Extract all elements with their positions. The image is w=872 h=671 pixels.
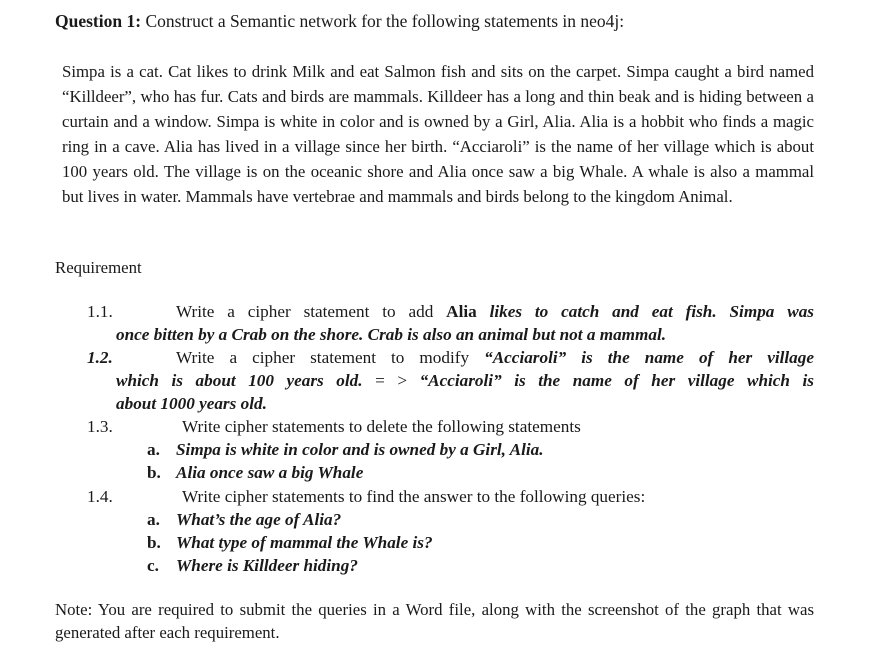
requirement-1-4	[87, 485, 814, 508]
new-statement: “Acciaroli” is the name of her village which is	[419, 371, 814, 390]
requirement-number: 1.3.	[87, 417, 113, 436]
story-paragraph: Simpa is a cat. Cat likes to drink Milk and eat Salmon fish and sits on the carpet. Simpa caught a bird named “Killdeer”, who has fur. Cats and birds are mammals. Killdeer has a long and thin beak and is hiding between a curtain and a window. Simpa is white in color and is owned by a Girl, Alia. Alia is a hobbit who finds a magic ring in a cave. Alia has lived in a village since her birth. “Acciaroli” is the name of her village which is about 100 years old. The village is on the oceanic shore and Alia once saw a big Whale. A whale is also a mammal but lives in water. Mammals have vertebrae and mammals and birds belong to the kingdom Animal.	[62, 62, 814, 206]
list-item-text: Alia once saw a big Whale	[176, 463, 364, 482]
requirement-lead: Write a cipher statement to add	[176, 302, 447, 321]
requirement-statement: likes to catch and eat fish. Simpa was	[476, 302, 814, 321]
list-marker: a.	[147, 510, 160, 529]
new-statement-continued: about 1000 years old.	[116, 394, 267, 413]
requirement-number: 1.4.	[87, 487, 113, 506]
requirement-line	[176, 346, 814, 369]
old-statement-continued: which is about 100 years old.	[116, 371, 363, 390]
requirement-line	[176, 300, 814, 323]
list-marker: a.	[147, 440, 160, 459]
requirement-statement-continued: once bitten by a Crab on the shore. Crab is also an animal but not a mammal.	[116, 325, 667, 344]
question-text: Construct a Semantic network for the following statements in neo4j:	[141, 11, 625, 31]
requirement-1-1	[87, 300, 814, 346]
list-item-text: What’s the age of Alia?	[176, 510, 342, 529]
requirement-line	[116, 369, 814, 392]
requirement-heading: Requirement	[55, 258, 142, 277]
requirement-1-3	[87, 415, 814, 438]
requirement-lead: Write cipher statements to delete the following statements	[182, 417, 581, 436]
list-item-text: What type of mammal the Whale is?	[176, 533, 433, 552]
old-statement: “Acciaroli” is the name of her village	[484, 348, 815, 367]
list-marker: c.	[147, 556, 159, 575]
list-marker: b.	[147, 533, 161, 552]
replace-arrow: = >	[362, 371, 420, 390]
requirement-lead: Write a cipher statement to modify	[176, 348, 485, 367]
requirement-lead: Write cipher statements to find the answer to the following queries:	[182, 487, 646, 506]
requirement-number: 1.2.	[87, 348, 113, 367]
requirement-number: 1.1.	[87, 302, 113, 321]
requirement-1-2	[87, 346, 814, 415]
question-title	[55, 8, 624, 34]
question-label: Question 1:	[55, 11, 142, 31]
list-item-text: Simpa is white in color and is owned by a Girl, Alia.	[176, 440, 544, 459]
submission-note: Note: You are required to submit the queries in a Word file, along with the screenshot of the graph that was generated after each requirement.	[55, 600, 814, 642]
list-item-text: Where is Killdeer hiding?	[176, 556, 358, 575]
list-marker: b.	[147, 463, 161, 482]
entity-name: Alia	[446, 302, 477, 321]
